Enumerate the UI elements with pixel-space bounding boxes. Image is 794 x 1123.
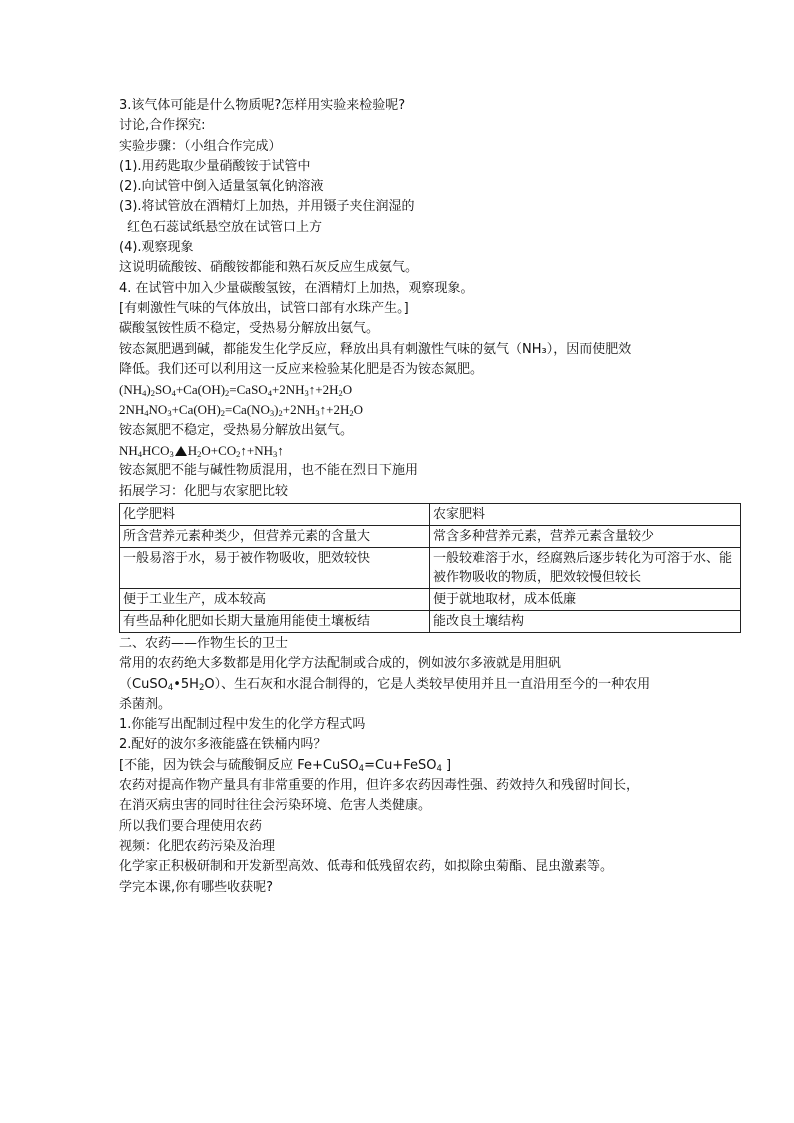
table-header-row: [120, 503, 741, 525]
table-cell: 化学肥料: [120, 503, 430, 525]
document-page: [119, 96, 739, 898]
text-line: 3.该气体可能是什么物质呢?怎样用实验来检验呢?: [119, 98, 406, 113]
table-row: [120, 588, 741, 610]
text-line: 常用的农药绝大多数都是用化学方法配制或合成的，例如波尔多液就是用胆矾: [119, 656, 562, 672]
text-line: 铵态氮肥不能与碱性物质混用，也不能在烈日下施用: [119, 463, 419, 479]
question-2: 2.配好的波尔多液能盛在铁桶内吗？: [119, 737, 327, 753]
equation-ammonium-nitrate: $2NH_4NO_3+Ca(OH)_2=Ca(NO_3)_2+2NH_3↑+2H_2O$: [119, 402, 363, 419]
text-line: 讨论,合作探究:: [119, 118, 206, 134]
text-line: 所以我们要合理使用农药: [119, 818, 263, 834]
text-line: 杀菌剂。: [119, 696, 172, 712]
text-line: (2).向试管中倒入适量氢氧化钠溶液: [119, 179, 324, 195]
equation-ammonium-sulfate: $(NH_4)_2SO_4+Ca(OH)_2=CaSO_4+2NH_3↑+2H_2O$: [119, 382, 353, 399]
table-cell: 农家肥料: [430, 503, 741, 525]
text-line: (1).用药匙取少量硝酸铵于试管中: [119, 158, 311, 174]
table-cell: 有些品种化肥如长期大量施用能使土壤板结: [120, 610, 430, 632]
text-line: 4. 在试管中加入少量碳酸氢铵，在酒精灯上加热，观察现象。: [119, 280, 474, 296]
text-line: 在消灭病虫害的同时往往会污染环境、危害人类健康。: [119, 798, 432, 814]
pesticide-section: [119, 634, 739, 898]
text-line: 红色石蕊试纸悬空放在试管口上方: [127, 219, 323, 235]
text-line: 铵态氮肥不稳定，受热易分解放出氨气。: [119, 422, 354, 438]
table-caption: 拓展学习：化肥与农家肥比较: [119, 483, 289, 499]
text-line: 这说明硫酸铵、硝酸铵都能和熟石灰反应生成氨气。: [119, 260, 419, 276]
equation-ammonium-bicarbonate: $NH_4HCO_3$ $H_2O+CO_2↑+NH_3↑$: [119, 443, 284, 460]
answer-line: [不能，因为铁会与硫酸铜反应 Fe+CuSO$_4$=Cu+FeSO$_4$ ]: [119, 757, 452, 774]
text-line: 学完本课,你有哪些收获呢?: [119, 879, 274, 895]
table-row: [120, 525, 741, 547]
table-cell: 所含营养元素种类少，但营养元素的含量大: [120, 525, 430, 547]
text-line: $(CuSO_4•5H_2O)$、生石灰和水混合制得的，它是人类较早使用并且一直沿用至今的一种农用: [119, 676, 651, 693]
table-cell: 一般易溶于水，易于被作物吸收，肥效较快: [120, 547, 430, 588]
text-line: (3).将试管放在酒精灯上加热，并用镊子夹住润湿的: [119, 199, 415, 215]
text-line: 铵态氮肥遇到碱，都能发生化学反应，释放出具有刺激性气味的氨气（NH₃），因而使肥效: [119, 341, 632, 357]
heating-triangle-icon: [175, 446, 187, 456]
text-line: (4).观察现象: [119, 240, 194, 256]
section-heading: 二、农药——作物生长的卫士: [119, 635, 289, 651]
text-line: 视频：化肥农药污染及治理: [119, 838, 276, 854]
text-line: 农药对提高作物产量具有非常重要的作用，但许多农药因毒性强、药效持久和残留时间长，: [119, 778, 640, 794]
table-cell: 常含多种营养元素，营养元素含量较少: [430, 525, 741, 547]
text-line: 化学家正积极研制和开发新型高效、低毒和低残留农药，如拟除虫菊酯、昆虫激素等。: [119, 859, 614, 875]
question-1: 1.你能写出配制过程中发生的化学方程式吗: [119, 717, 366, 733]
table-cell: 便于工业生产，成本较高: [120, 588, 430, 610]
text-line: [有刺激性气味的气体放出，试管口部有水珠产生。]: [119, 300, 409, 316]
text-line: 降低。我们还可以利用这一反应来检验某化肥是否为铵态氮肥。: [119, 361, 484, 377]
experiment-section: [119, 96, 739, 380]
fertilizer-comparison-table: [119, 503, 741, 633]
table-cell: 能改良土壤结构: [430, 610, 741, 632]
table-row: [120, 610, 741, 632]
text-line: 实验步骤：（小组合作完成）: [119, 138, 282, 154]
text-line: 碳酸氢铵性质不稳定，受热易分解放出氨气。: [119, 321, 380, 337]
table-row: [120, 547, 741, 588]
table-cell: 便于就地取材，成本低廉: [430, 588, 741, 610]
table-cell: 一般较难溶于水，经腐熟后逐步转化为可溶于水、能被作物吸收的物质，肥效较慢但较长: [430, 547, 741, 588]
